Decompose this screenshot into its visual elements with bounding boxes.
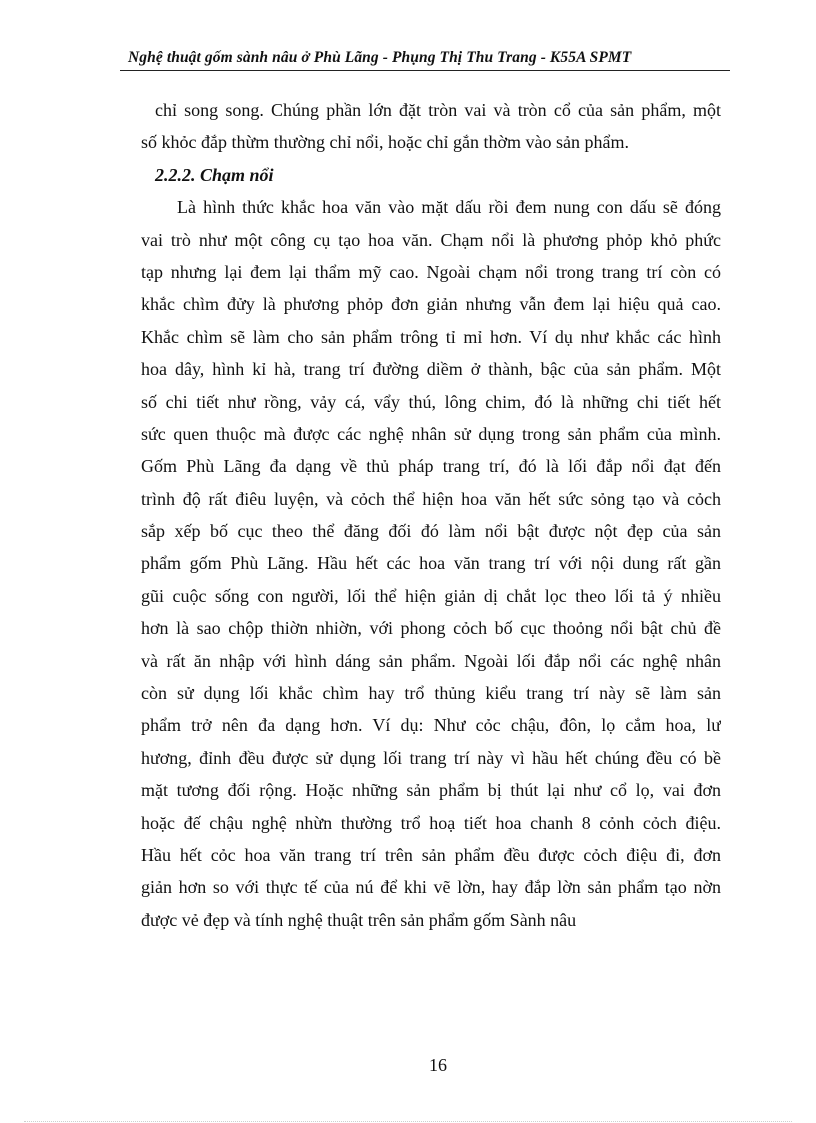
text-line: sắp xếp bố cục theo thể đăng đối đó làm nổi bật được nột đẹp của sản — [141, 521, 721, 542]
text-line: hơn là sao chộp thiờn nhiờn, với phong cỏch bố cục thoỏng nổi bật chủ đề — [141, 618, 721, 639]
text-line: chỉ song song. Chúng phần lớn đặt tròn vai và tròn cổ của sản phẩm, một — [155, 100, 721, 120]
text-line: mặt tương đối rộng. Hoặc những sản phẩm bị thút lại như cổ lọ, vai đơn — [141, 780, 721, 801]
text-line: được vẻ đẹp và tính nghệ thuật trên sản phẩm gốm Sành nâu — [141, 909, 577, 930]
text-line: Hầu hết cỏc hoa văn trang trí trên sản phẩm đều được cỏch điệu đi, đơn — [141, 844, 721, 865]
page-number: 16 — [429, 1055, 447, 1075]
text-line: số chi tiết như rồng, vảy cá, vẩy thú, lông chim, đó là những chi tiết hết — [141, 391, 721, 412]
text-line: vai trò như một công cụ tạo hoa văn. Chạm nổi là phương phỏp khỏ phức — [141, 229, 721, 250]
text-line: gũi cuộc sống con người, lối thể hiện giản dị chắt lọc theo lối tả ý nhiều — [141, 585, 721, 606]
text-line: Gốm Phù Lãng đa dạng về thủ pháp trang trí, đó là lối đắp nổi đạt đến — [141, 456, 721, 477]
page-bottom-border — [24, 1121, 792, 1122]
text-line: hương, đỉnh đều được sử dụng lối trang trí này vì hầu hết chúng đều có bề — [141, 747, 721, 768]
text-line: Là hình thức khắc hoa văn vào mặt dấu rồi đem nung con dấu sẽ đóng — [177, 197, 721, 218]
text-line: phẩm trở nên đa dạng hơn. Ví dụ: Như cỏc chậu, đôn, lọ cắm hoa, lư — [141, 715, 721, 736]
running-header: Nghệ thuật gốm sành nâu ở Phù Lãng - Phụng Thị Thu Trang - K55A SPMT — [128, 49, 632, 66]
text-line: hoa dây, hình kỉ hà, trang trí đường diềm ở thành, bậc của sản phẩm. Một — [141, 359, 721, 380]
body-text — [141, 94, 721, 936]
text-line: và rất ăn nhập với hình dáng sản phẩm. Ngoài lối đắp nổi các nghệ nhân — [141, 650, 721, 671]
text-line: còn sử dụng lối khắc chìm hay trổ thủng kiểu trang trí này sẽ làm sản — [141, 683, 721, 704]
section-heading: 2.2.2. Chạm nổi — [155, 164, 274, 185]
text-line: khắc chìm đửy là phương phỏp đơn giản nhưng vẫn đem lại hiệu quả cao. — [141, 294, 721, 315]
text-line: giản hơn so với thực tế của nú để khi vẽ lờn, hay đắp lờn sản phẩm tạo nờn — [141, 877, 721, 898]
text-line: số khỏc đắp thừm thường chỉ nổi, hoặc chỉ gắn thờm vào sản phẩm. — [141, 132, 629, 153]
text-line: trình độ rất điêu luyện, và cỏch thể hiện hoa văn hết sức sỏng tạo và cỏch — [141, 488, 721, 509]
text-line: tạp nhưng lại đem lại thẩm mỹ cao. Ngoài chạm nổi trong trang trí còn có — [141, 261, 721, 282]
text-line: phẩm gốm Phù Lãng. Hầu hết các hoa văn trang trí với nội dung rất gần — [141, 553, 721, 574]
text-line: hoặc đế chậu nghệ nhừn thường trổ hoạ tiết hoa chanh 8 cỏnh cỏch điệu. — [141, 812, 721, 833]
text-line: Khắc chìm sẽ làm cho sản phẩm trông tỉ mỉ hơn. Ví dụ như khắc các hình — [141, 326, 721, 347]
header-rule — [120, 70, 730, 71]
text-line: sức quen thuộc mà được các nghệ nhân sử dụng trong sản phẩm của mình. — [141, 423, 721, 444]
